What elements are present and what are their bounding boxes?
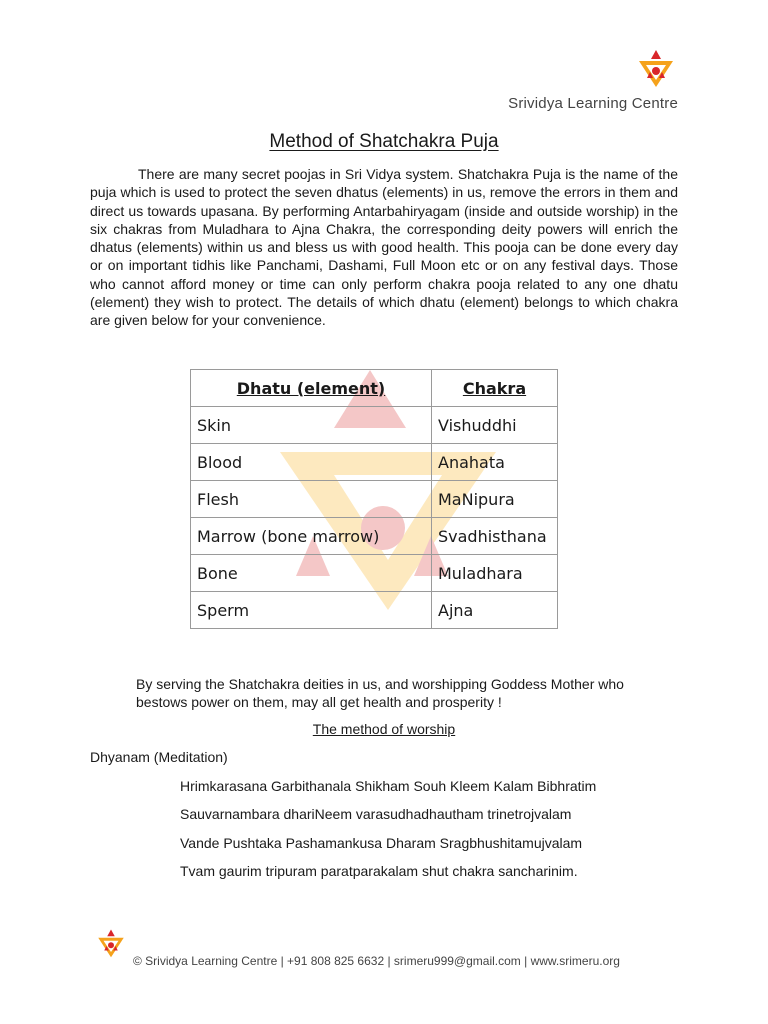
table-cell-chakra: Svadhisthana xyxy=(432,518,558,555)
table-cell-dhatu: Flesh xyxy=(191,481,432,518)
table-row xyxy=(191,518,558,555)
intro-paragraph: There are many secret poojas in Sri Vidya system. Shatchakra Puja is the name of the puja which is used to protect the seven dhatus (elements) in us, remove the errors in them and direct us towards upasana. By performing Antarbahiryagam (inside and outside worship) in the six chakras from Muladhara to Ajna Chakra, the corresponding deity powers will enrich the dhatus (elements) within us and bless us with good health. This pooja can be done every day or on important tidhis like Panchami, Dashami, Full Moon etc or on any festival days. Those who cannot afford money or time can only perform chakra pooja related to any one dhatu (element) they wish to protect. The details of which dhatu (element) belongs to which chakra are given below for your convenience. xyxy=(90,166,678,329)
table-cell-chakra: Muladhara xyxy=(432,555,558,592)
table-cell-dhatu: Sperm xyxy=(191,592,432,629)
table-row xyxy=(191,444,558,481)
brand-name: Srividya Learning Centre xyxy=(508,95,678,112)
table-cell-chakra: Vishuddhi xyxy=(432,407,558,444)
dhyanam-label: Dhyanam (Meditation) xyxy=(90,749,228,765)
table-row xyxy=(191,592,558,629)
page-title: Method of Shatchakra Puja xyxy=(269,131,499,152)
table-row xyxy=(191,481,558,518)
table-header-row xyxy=(191,370,558,407)
verse-line: Vande Pushtaka Pashamankusa Dharam Sragbhushitamujvalam xyxy=(180,835,583,851)
method-heading: The method of worship xyxy=(312,721,456,737)
table-row xyxy=(191,407,558,444)
table-cell-chakra: MaNipura xyxy=(432,481,558,518)
verse-line: Tvam gaurim tripuram paratparakalam shut chakra sancharinim. xyxy=(180,863,578,879)
column-header-chakra: Chakra xyxy=(432,370,558,407)
closing-paragraph: By serving the Shatchakra deities in us, and worshipping Goddess Mother who bestows power on them, may all get health and prosperity ! xyxy=(136,676,624,710)
verse-line: Sauvarnambara dhariNeem varasudhadhautham trinetrojvalam xyxy=(180,806,572,822)
dhatu-chakra-table xyxy=(190,369,558,629)
column-header-dhatu: Dhatu (element) xyxy=(191,370,432,407)
verse-line: Hrimkarasana Garbithanala Shikham Souh Kleem Kalam Bibhratim xyxy=(180,778,597,794)
table-cell-dhatu: Marrow (bone marrow) xyxy=(191,518,432,555)
table-cell-chakra: Anahata xyxy=(432,444,558,481)
table-cell-dhatu: Blood xyxy=(191,444,432,481)
footer-contact: © Srividya Learning Centre | +91 808 825 6632 | srimeru999@gmail.com | www.srimeru.org xyxy=(133,954,620,968)
srividya-logo-icon xyxy=(636,48,676,88)
srividya-logo-icon xyxy=(96,928,126,958)
table-cell-dhatu: Skin xyxy=(191,407,432,444)
table-row xyxy=(191,555,558,592)
table-cell-chakra: Ajna xyxy=(432,592,558,629)
table-cell-dhatu: Bone xyxy=(191,555,432,592)
